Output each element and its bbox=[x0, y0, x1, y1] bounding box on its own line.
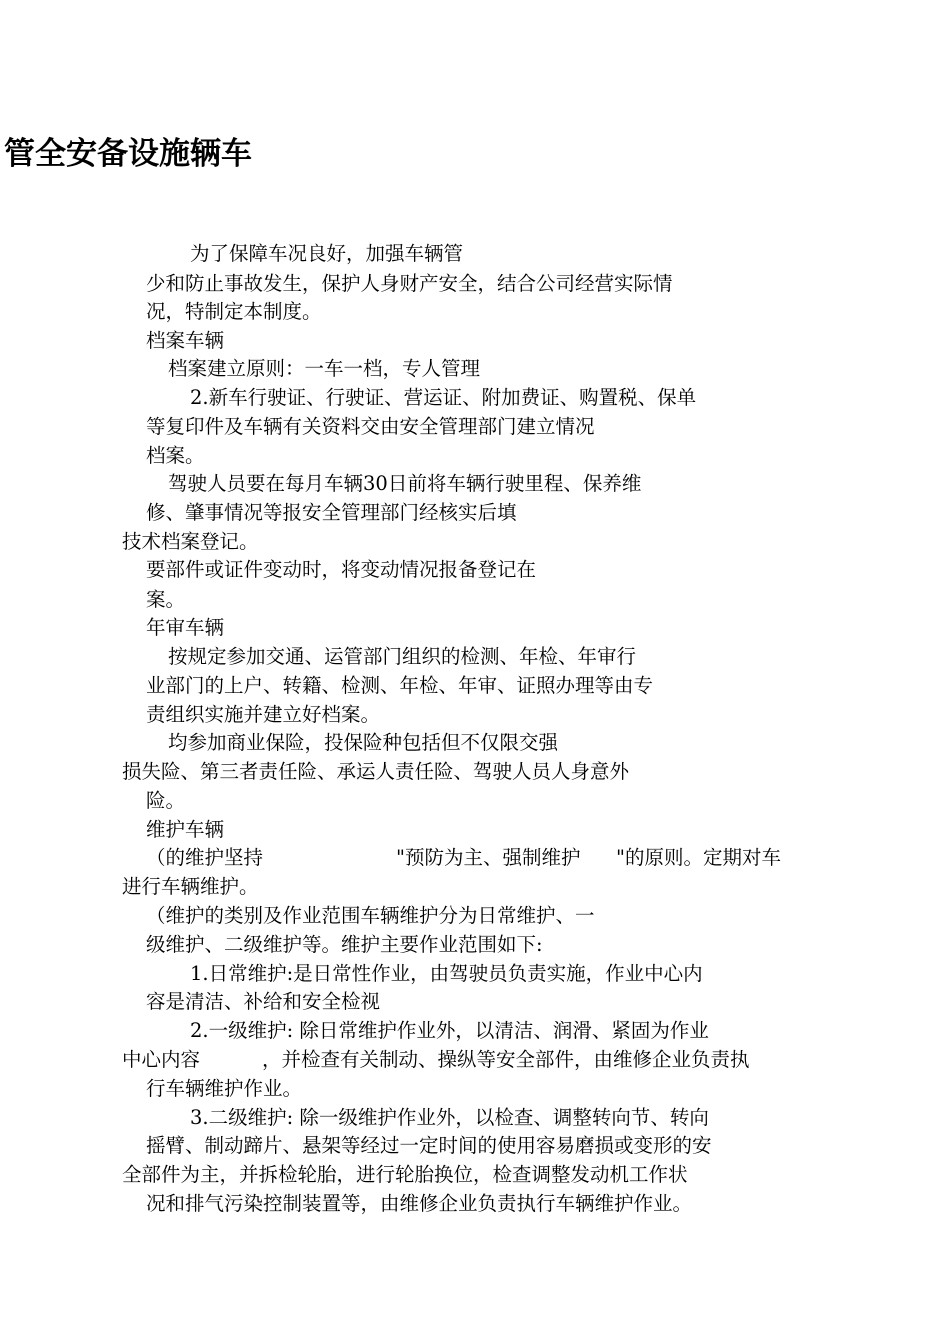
section-heading: 年审车辆 bbox=[146, 616, 225, 639]
text-line: 况，特制定本制度。 bbox=[146, 300, 322, 323]
text-line: 3.二级维护: 除一级维护作业外，以检查、调整转向节、转向 bbox=[190, 1106, 709, 1129]
text-line: 险。 bbox=[146, 789, 186, 812]
text-line: 中心内容 bbox=[122, 1048, 201, 1071]
page-title: 管全安备设施辆车 bbox=[4, 136, 252, 172]
text-line: 全部件为主，并拆检轮胎，进行轮胎换位，检查调整发动机工作状 bbox=[122, 1163, 688, 1186]
text-line: 责组织实施并建立好档案。 bbox=[146, 703, 381, 726]
text-line: 摇臂、制动蹄片、悬架等经过一定时间的使用容易磨损或变形的安 bbox=[146, 1134, 712, 1157]
text-line: （的维护坚持 bbox=[146, 846, 264, 869]
text-line: "预防为主、强制维护 bbox=[396, 846, 581, 869]
text-line: ，并检查有关制动、操纵等安全部件，由维修企业负责执 bbox=[262, 1048, 750, 1071]
text-line: 况和排气污染控制装置等，由维修企业负责执行车辆维护作业。 bbox=[146, 1192, 693, 1215]
text-line: 2.一级维护: 除日常维护作业外，以清洁、润滑、紧固为作业 bbox=[190, 1019, 709, 1042]
text-line: 为了保障车况良好，加强车辆管 bbox=[190, 242, 464, 265]
text-line: （维护的类别及作业范围车辆维护分为日常维护、一 bbox=[146, 904, 595, 927]
section-heading: 维护车辆 bbox=[146, 818, 225, 841]
text-line: 档案。 bbox=[146, 444, 205, 467]
text-line: 按规定参加交通、运管部门组织的检测、年检、年审行 bbox=[168, 645, 637, 668]
text-line: 修、肇事情况等报安全管理部门经核实后填 bbox=[146, 501, 517, 524]
text-line: 级维护、二级维护等。维护主要作业范围如下: bbox=[146, 933, 543, 956]
text-line: 2.新车行驶证、行驶证、营运证、附加费证、购置税、保单 bbox=[190, 386, 697, 409]
text-line: 少和防止事故发生，保护人身财产安全，结合公司经营实际情 bbox=[146, 272, 673, 295]
text-line: 1.日常维护:是日常性作业，由驾驶员负责实施，作业中心内 bbox=[190, 962, 703, 985]
text-line: "的原则。定期对车 bbox=[616, 846, 781, 869]
text-line: 行车辆维护作业。 bbox=[146, 1077, 303, 1100]
section-heading: 档案车辆 bbox=[146, 329, 225, 352]
text-line: 等复印件及车辆有关资料交由安全管理部门建立情况 bbox=[146, 415, 595, 438]
text-line: 均参加商业保险，投保险种包括但不仅限交强 bbox=[168, 731, 559, 754]
text-line: 要部件或证件变动时，将变动情况报备登记在 bbox=[146, 558, 537, 581]
text-line: 档案建立原则：一车一档，专人管理 bbox=[168, 357, 481, 380]
text-line: 业部门的上户、转籍、检测、年检、年审、证照办理等由专 bbox=[146, 674, 654, 697]
text-line: 容是清洁、补给和安全检视 bbox=[146, 990, 381, 1013]
text-line: 驾驶人员要在每月车辆30日前将车辆行驶里程、保养维 bbox=[168, 472, 642, 495]
text-line: 案。 bbox=[146, 588, 186, 611]
text-line: 损失险、第三者责任险、承运人责任险、驾驶人员人身意外 bbox=[122, 760, 630, 783]
text-line: 技术档案登记。 bbox=[122, 530, 259, 553]
text-line: 进行车辆维护。 bbox=[122, 875, 259, 898]
